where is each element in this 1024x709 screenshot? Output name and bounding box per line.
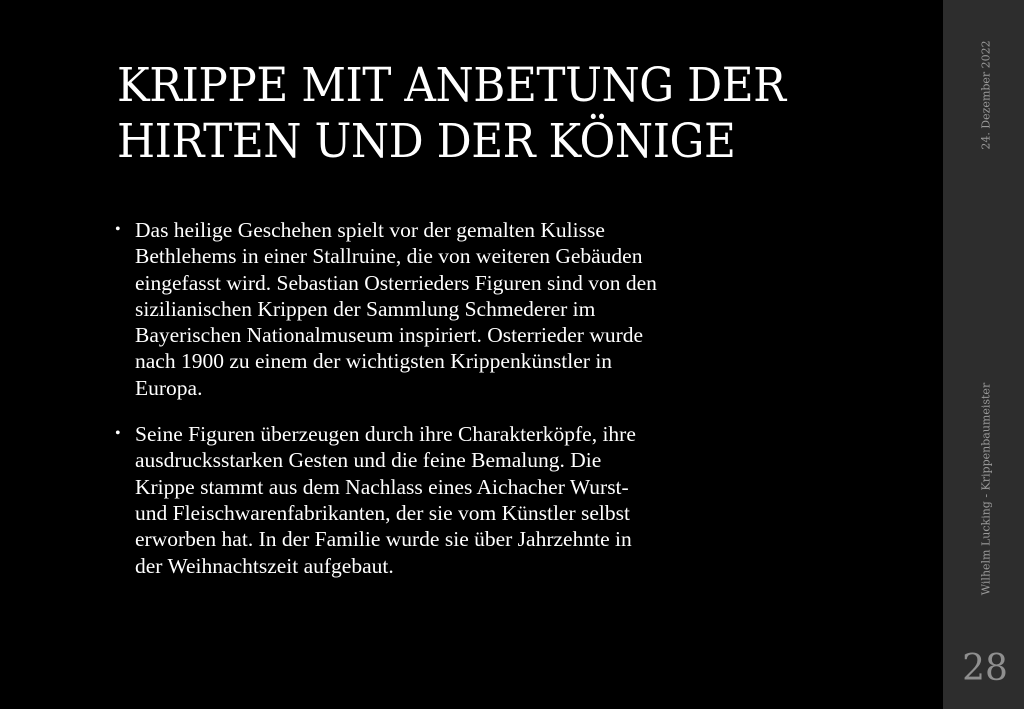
slide-title [117, 58, 861, 170]
page-number: 28 [962, 648, 1008, 689]
bullet-item-1 [115, 217, 835, 401]
bullet-text [135, 421, 835, 579]
slide-date: 24. Dezember 2022 [979, 40, 993, 150]
slide-footer: Wilhelm Lucking - Krippenbaumeister [979, 382, 993, 596]
bullet-2-line-3: Krippe stammt aus dem Nachlass eines Aichacher Wurst- [135, 474, 629, 499]
bullet-list [115, 217, 835, 599]
bullet-2-line-4: und Fleischwarenfabrikanten, der sie vom Künstler selbst [135, 500, 630, 525]
bullet-1-line-5: Bayerischen Nationalmuseum inspiriert. Osterrieder wurde [135, 323, 644, 348]
slide-title-line-2: HIRTEN UND DER KÖNIGE [117, 114, 736, 169]
bullet-2-line-5: erworben hat. In der Familie wurde sie über Jahrzehnte in [135, 527, 632, 552]
bullet-text [135, 217, 835, 401]
bullet-1-line-2: Bethlehems in einer Stallruine, die von weiteren Gebäuden [135, 244, 643, 269]
bullet-2-line-1: Seine Figuren überzeugen durch ihre Charakterköpfe, ihre [135, 422, 636, 447]
bullet-1-line-6: nach 1900 zu einem der wichtigsten Krippenkünstler in [135, 349, 613, 374]
bullet-1-line-4: sizilianischen Krippen der Sammlung Schmederer im [135, 296, 596, 321]
bullet-marker: • [115, 425, 121, 443]
bullet-1-line-7: Europa. [135, 375, 203, 400]
bullet-2-line-2: ausdrucksstarken Gesten und die feine Bemalung. Die [135, 448, 602, 473]
slide-title-line-1: KRIPPE MIT ANBETUNG DER [117, 58, 786, 113]
bullet-marker: • [115, 221, 121, 238]
bullet-1-line-3: eingefasst wird. Sebastian Osterrieders Figuren sind von den [135, 270, 657, 295]
bullet-2-line-6: der Weihnachtszeit aufgebaut. [135, 553, 394, 578]
bullet-item-2 [115, 421, 835, 579]
bullet-1-line-1: Das heilige Geschehen spielt vor der gemalten Kulisse [135, 218, 605, 242]
